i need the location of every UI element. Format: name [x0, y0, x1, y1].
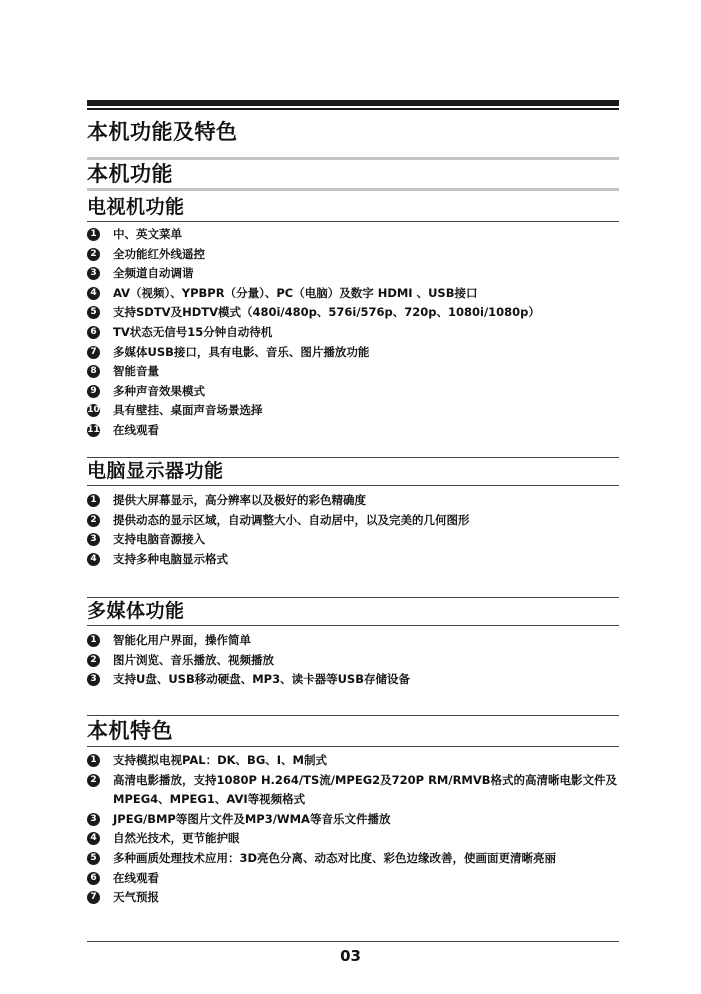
item-number-badge: 3 — [87, 673, 100, 686]
subsection-title-pc: 电脑显示器功能 — [87, 460, 224, 482]
item-text: 支持U盘、USB移动硬盘、MP3、读卡器等USB存储设备 — [113, 672, 410, 687]
list-item — [87, 631, 627, 651]
list-item — [87, 225, 627, 245]
footer-rule — [87, 941, 619, 942]
section-rule — [87, 715, 619, 716]
item-text: 在线观看 — [113, 422, 159, 437]
item-number-badge: 1 — [87, 634, 100, 647]
item-number-badge: 2 — [87, 248, 100, 261]
list-item — [87, 869, 627, 889]
section-title-features: 本机特色 — [87, 719, 173, 743]
item-number-badge: 6 — [87, 872, 100, 885]
item-number-badge: 3 — [87, 533, 100, 546]
item-number-badge: 1 — [87, 228, 100, 241]
subsection-rule — [87, 221, 619, 222]
list-item — [87, 284, 627, 304]
subsection-title-media: 多媒体功能 — [87, 600, 185, 622]
list-item — [87, 382, 627, 402]
list-item — [87, 888, 627, 908]
item-text: AV（视频）、YPBPR（分量）、PC（电脑）及数字 HDMI 、USB接口 — [113, 285, 478, 300]
list-item — [87, 362, 627, 382]
list-item — [87, 511, 627, 531]
subsection-rule — [87, 485, 619, 486]
item-number-badge: 7 — [87, 891, 100, 904]
item-text: 多种画质处理技术应用：3D亮色分离、动态对比度、彩色边缘改善，使画面更清晰亮丽 — [113, 850, 557, 865]
item-text: TV状态无信号15分钟自动待机 — [113, 324, 273, 339]
item-text: 提供动态的显示区域，自动调整大小、自动居中，以及完美的几何图形 — [113, 512, 470, 527]
section-divider — [87, 188, 619, 191]
subsection-title-tv: 电视机功能 — [87, 196, 185, 218]
item-text: 高清电影播放，支持1080P H.264/TS流/MPEG2及720P RM/RMVB格式的高清晰电影文件及 — [113, 772, 618, 787]
item-text: 提供大屏幕显示，高分辨率以及极好的彩色精确度 — [113, 493, 366, 507]
item-number-badge: 6 — [87, 326, 100, 339]
list-item — [87, 323, 627, 343]
item-text: 中、英文菜单 — [113, 227, 182, 241]
subsection-rule — [87, 457, 619, 458]
item-number-badge: 3 — [87, 267, 100, 280]
item-number-badge: 10 — [87, 405, 100, 416]
item-text: 具有壁挂、桌面声音场景选择 — [113, 403, 263, 418]
item-text: 在线观看 — [113, 870, 159, 885]
item-text: JPEG/BMP等图片文件及MP3/WMA等音乐文件播放 — [113, 811, 391, 826]
item-text: 智能音量 — [113, 364, 159, 379]
item-number-badge: 2 — [87, 514, 100, 527]
item-number-badge: 4 — [87, 553, 100, 566]
top-rule-thick — [87, 100, 619, 106]
item-number-badge: 4 — [87, 287, 100, 300]
list-item — [87, 421, 627, 441]
item-number-badge: 5 — [87, 306, 100, 319]
list-item — [87, 751, 627, 771]
item-text: 支持多种电脑显示格式 — [113, 551, 228, 566]
item-number-badge: 8 — [87, 365, 100, 378]
pc-feature-list — [87, 491, 627, 569]
item-text: 智能化用户界面，操作简单 — [113, 633, 251, 647]
list-item — [87, 771, 627, 810]
item-number-badge: 9 — [87, 385, 100, 398]
item-text: 支持SDTV及HDTV模式（480i/480p、576i/576p、720p、1080i/1080p） — [113, 305, 540, 320]
item-number-badge: 1 — [87, 494, 100, 507]
top-rule-thin — [87, 108, 619, 110]
section-title-functions: 本机功能 — [87, 162, 173, 186]
product-feature-list — [87, 751, 627, 908]
list-item — [87, 651, 627, 671]
section-rule — [87, 746, 619, 747]
list-item — [87, 849, 627, 869]
item-number-badge: 7 — [87, 346, 100, 359]
list-item — [87, 491, 627, 511]
item-text: 支持电脑音源接入 — [113, 532, 205, 547]
item-text-continued: MPEG4、MPEG1、AVI等视频格式 — [113, 792, 306, 807]
section-divider — [87, 157, 619, 160]
item-number-badge: 1 — [87, 754, 100, 767]
subsection-rule — [87, 625, 619, 626]
item-number-badge: 11 — [87, 424, 100, 435]
list-item — [87, 670, 627, 690]
item-text: 全功能红外线遥控 — [113, 246, 205, 261]
item-number-badge: 5 — [87, 852, 100, 865]
page-title: 本机功能及特色 — [87, 120, 238, 144]
list-item — [87, 810, 627, 830]
item-number-badge: 4 — [87, 832, 100, 845]
item-number-badge: 3 — [87, 813, 100, 826]
list-item — [87, 401, 627, 421]
tv-feature-list — [87, 225, 627, 441]
list-item — [87, 550, 627, 570]
item-text: 自然光技术，更节能护眼 — [113, 831, 240, 846]
item-text: 多种声音效果模式 — [113, 383, 205, 398]
item-text: 天气预报 — [113, 890, 159, 905]
media-feature-list — [87, 631, 627, 690]
item-text: 全频道自动调谐 — [113, 266, 194, 281]
item-text: 多媒体USB接口，具有电影、音乐、图片播放功能 — [113, 344, 370, 359]
list-item — [87, 264, 627, 284]
item-text: 支持模拟电视PAL：DK、BG、I、M制式 — [113, 753, 327, 767]
list-item — [87, 303, 627, 323]
item-number-badge: 2 — [87, 654, 100, 667]
item-text: 图片浏览、音乐播放、视频播放 — [113, 652, 274, 667]
page-number: 03 — [340, 947, 361, 965]
list-item — [87, 343, 627, 363]
list-item — [87, 530, 627, 550]
item-number-badge: 2 — [87, 774, 100, 787]
list-item — [87, 245, 627, 265]
list-item — [87, 829, 627, 849]
subsection-rule — [87, 597, 619, 598]
